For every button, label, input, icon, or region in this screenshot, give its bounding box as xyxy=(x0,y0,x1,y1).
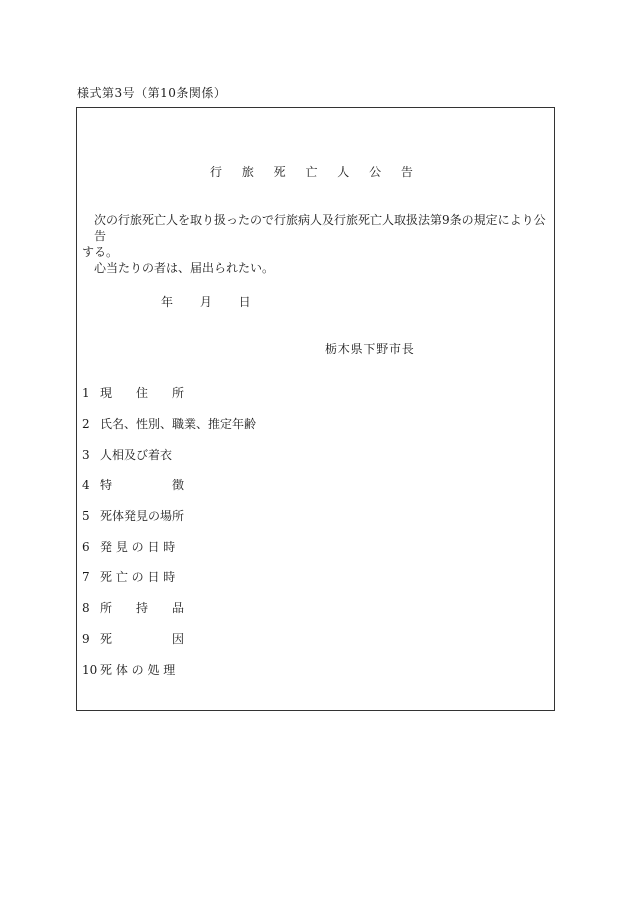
body-line-2: する。 xyxy=(82,245,119,259)
item-6: 6 発 見 の 日 時 xyxy=(82,540,176,554)
item-4: 4 特 徴 xyxy=(82,478,185,492)
body-line-1: 次の行旅死亡人を取り扱ったので行旅病人及行旅死亡人取扱法第9条の規定により公告 xyxy=(94,213,546,243)
item-3: 3 人相及び着衣 xyxy=(82,448,173,462)
notice-body xyxy=(82,212,546,276)
date-line xyxy=(152,293,265,310)
item-2: 2 氏名、性別、職業、推定年齢 xyxy=(82,417,257,431)
date-year: 年 xyxy=(160,295,173,309)
date-day: 日 xyxy=(238,295,251,309)
issuer: 栃木県下野市長 xyxy=(325,342,415,356)
item-9: 9 死 因 xyxy=(82,632,185,646)
form-number: 様式第3号（第10条関係） xyxy=(77,86,227,100)
notice-title: 行 旅 死 亡 人 公 告 xyxy=(210,165,421,179)
notice-frame xyxy=(76,107,555,711)
item-7: 7 死 亡 の 日 時 xyxy=(82,570,176,584)
item-8: 8 所 持 品 xyxy=(82,601,185,615)
body-line-3: 心当たりの者は、届出られたい。 xyxy=(94,261,275,275)
item-10: 10 死 体 の 処 理 xyxy=(82,663,176,677)
date-month: 月 xyxy=(199,295,212,309)
item-1: 1 現 住 所 xyxy=(82,386,185,400)
item-5: 5 死体発見の場所 xyxy=(82,509,185,523)
